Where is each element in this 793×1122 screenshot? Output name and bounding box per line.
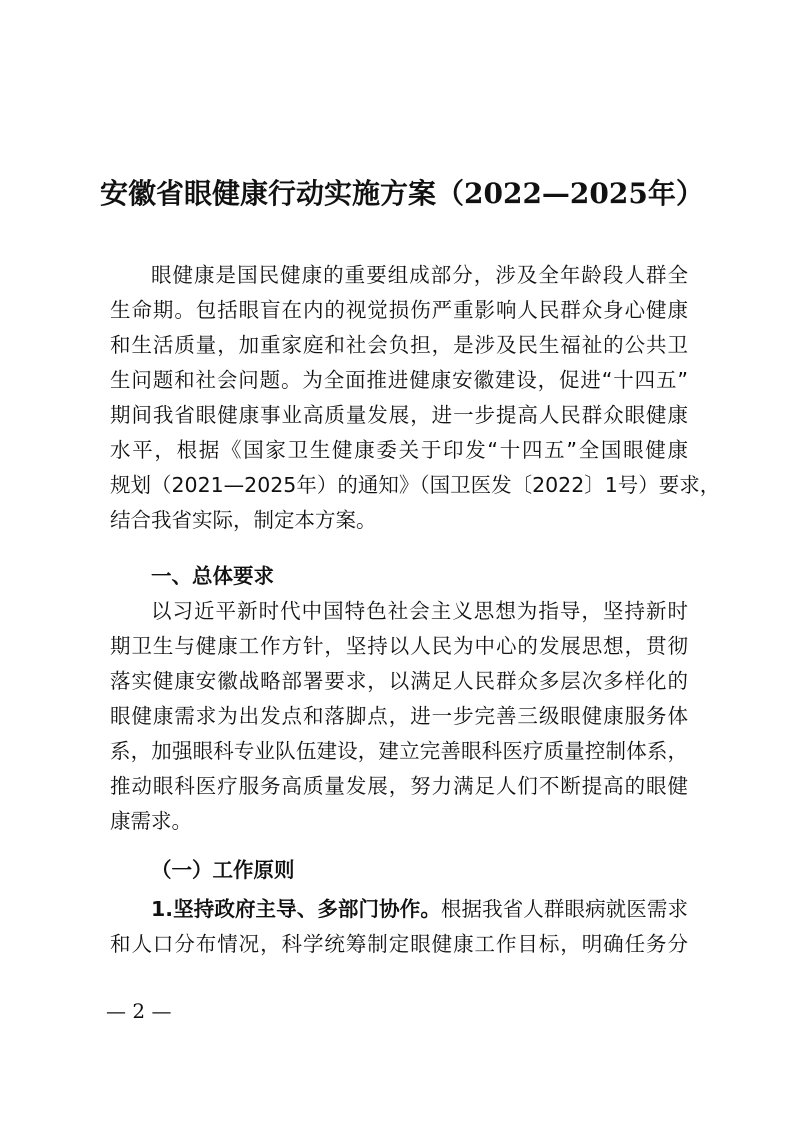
paragraph-line: 和生活质量，加重家庭和社会负担，是涉及民生福祉的公共卫 bbox=[110, 333, 688, 357]
paragraph-line bbox=[110, 892, 688, 927]
paragraph-line: 结合我省实际，制定本方案。 bbox=[110, 508, 377, 532]
principle-paragraph bbox=[110, 892, 688, 962]
paragraph-line: 期间我省眼健康事业高质量发展，进一步提高人民群众眼健康 bbox=[110, 403, 688, 427]
document-title: 安徽省眼健康行动实施方案（2022—2025年） bbox=[100, 177, 704, 210]
paragraph-line: 水平，根据《国家卫生健康委关于印发“十四五”全国眼健康 bbox=[110, 438, 688, 462]
paragraph-line: 和人口分布情况，科学统筹制定眼健康工作目标，明确任务分 bbox=[110, 932, 688, 956]
paragraph-line: 生问题和社会问题。为全面推进健康安徽建设，促进“十四五” bbox=[110, 368, 688, 392]
subsection-heading bbox=[110, 853, 688, 888]
paragraph-line: 落实健康安徽战略部署要求，以满足人民群众多层次多样化的 bbox=[110, 669, 688, 693]
page-number: — 2 — bbox=[106, 999, 172, 1023]
principle-text: 根据我省人群眼病就医需求 bbox=[440, 897, 688, 921]
section-heading bbox=[110, 559, 688, 594]
paragraph-line: 规划（2021—2025年）的通知》（国卫医发〔2022〕1号）要求， bbox=[110, 473, 721, 497]
paragraph-line: 推动眼科医疗服务高质量发展，努力满足人们不断提高的眼健 bbox=[110, 774, 688, 798]
principle-title: 1.坚持政府主导、多部门协作。 bbox=[151, 897, 441, 921]
paragraph-line: 以习近平新时代中国特色社会主义思想为指导，坚持新时 bbox=[151, 599, 688, 623]
paragraph-line: 眼健康需求为出发点和落脚点，进一步完善三级眼健康服务体 bbox=[110, 704, 688, 728]
paragraph-line: 眼健康是国民健康的重要组成部分，涉及全年龄段人群全 bbox=[151, 263, 688, 287]
intro-paragraph bbox=[110, 258, 721, 538]
paragraph-line: 期卫生与健康工作方针，坚持以人民为中心的发展思想，贯彻 bbox=[110, 634, 688, 658]
section-heading-text: 一、总体要求 bbox=[151, 564, 274, 588]
section1-paragraph bbox=[110, 594, 688, 839]
paragraph-line: 康需求。 bbox=[110, 809, 192, 833]
paragraph-line: 生命期。包括眼盲在内的视觉损伤严重影响人民群众身心健康 bbox=[110, 298, 688, 322]
subsection-heading-text: （一）工作原则 bbox=[151, 858, 295, 882]
paragraph-line: 系，加强眼科专业队伍建设，建立完善眼科医疗质量控制体系， bbox=[110, 739, 688, 763]
